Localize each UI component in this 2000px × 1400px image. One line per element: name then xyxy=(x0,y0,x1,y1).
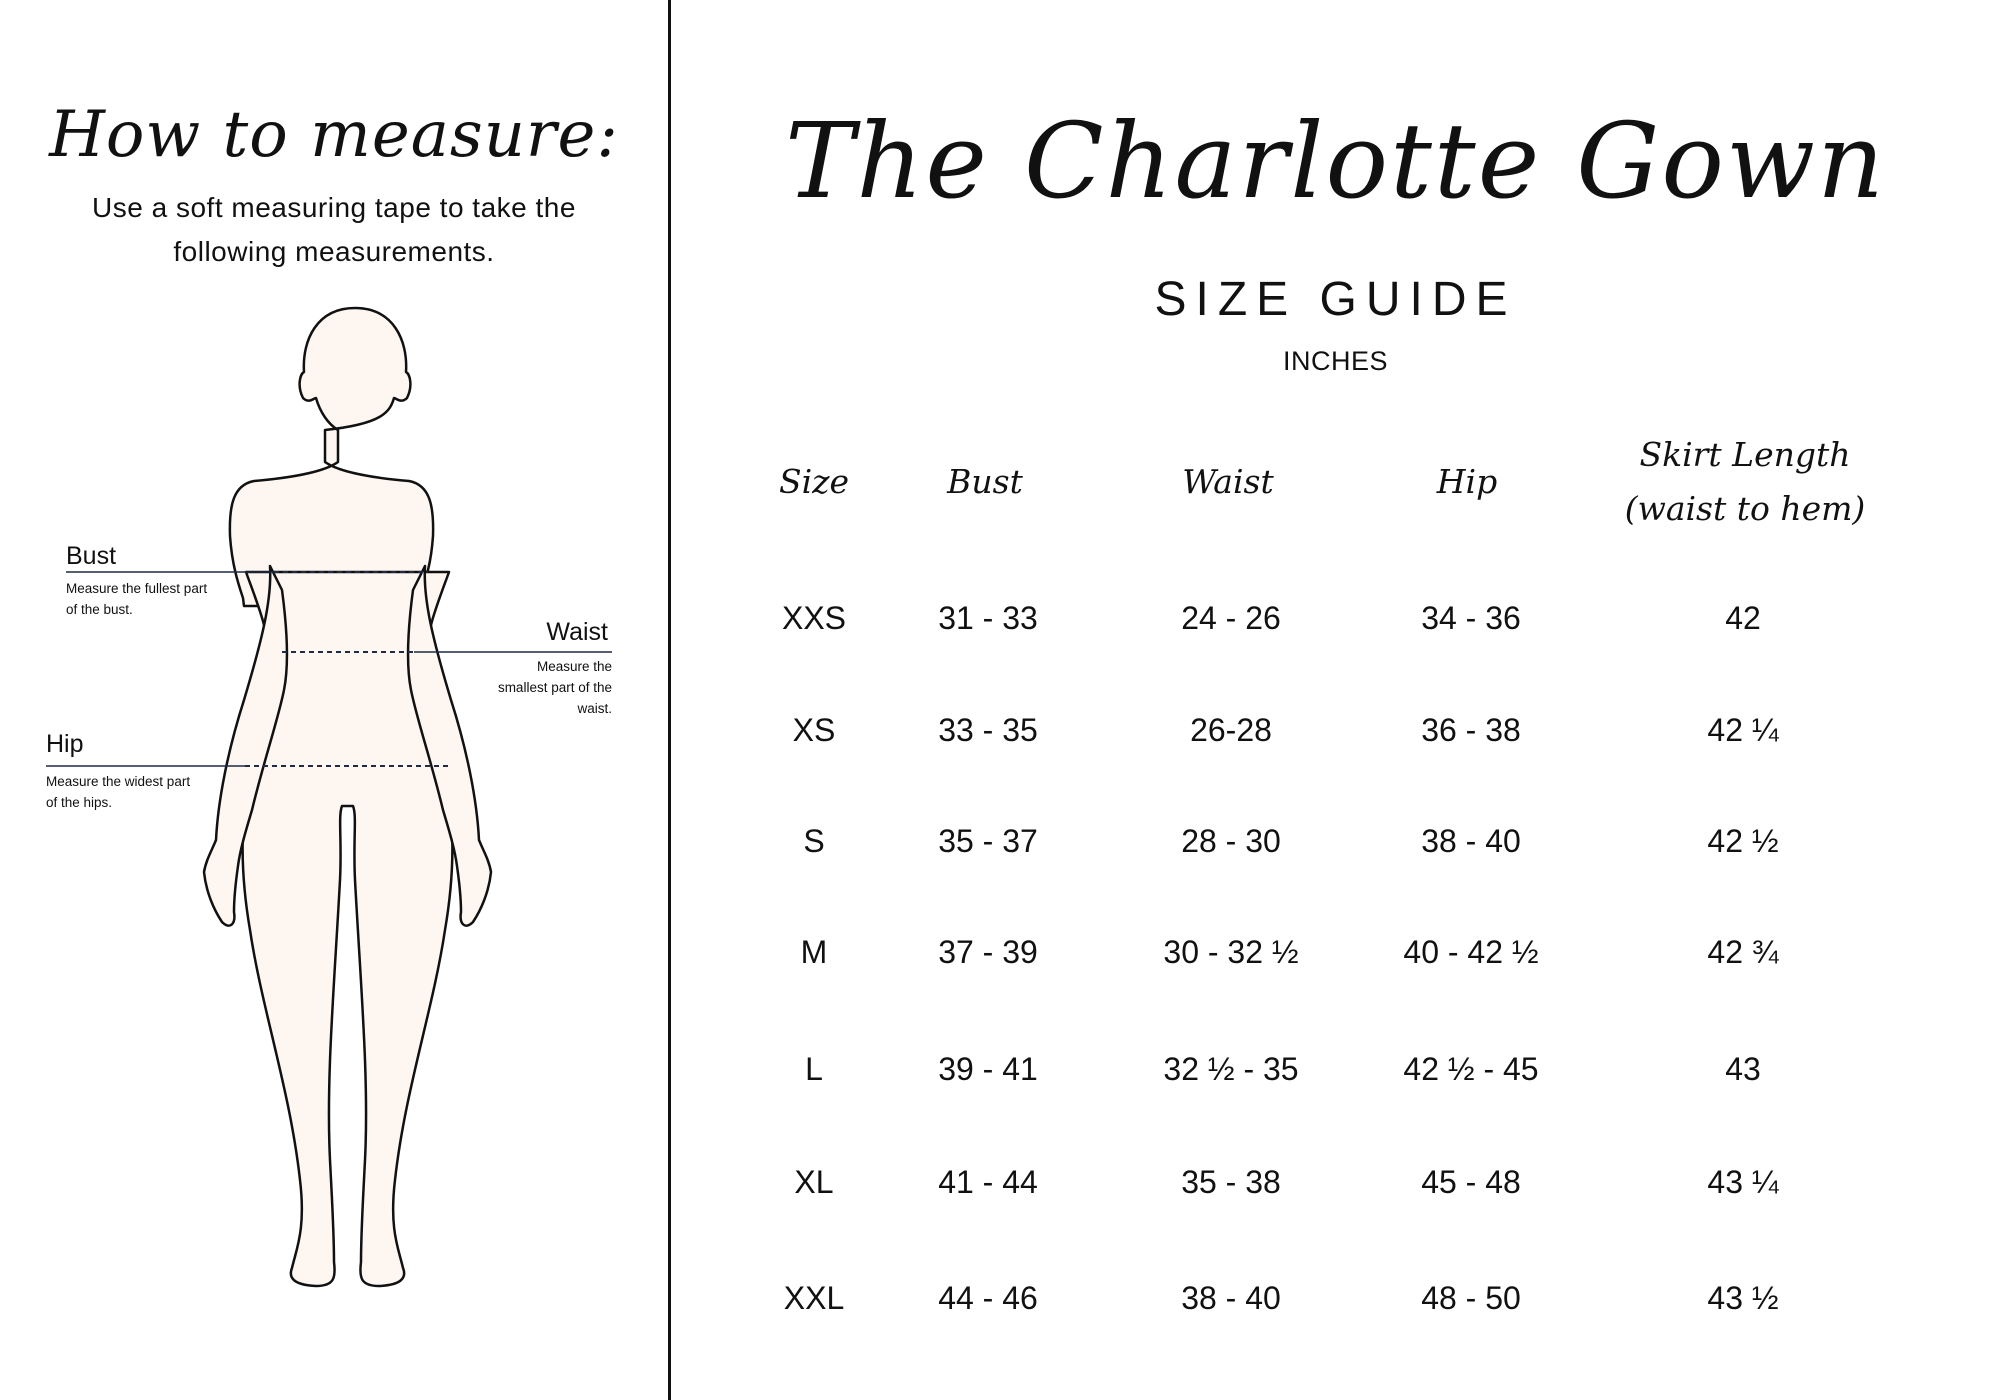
hip-cell: 34 - 36 xyxy=(1421,600,1521,636)
hip-label: Hip xyxy=(46,730,84,758)
hip-cell: 40 - 42 ½ xyxy=(1403,934,1539,970)
bust-cell: 39 - 41 xyxy=(938,1051,1038,1087)
size-guide-heading: SIZE GUIDE xyxy=(1154,273,1517,326)
bust-cell: 41 - 44 xyxy=(938,1164,1038,1200)
hip-cell: 38 - 40 xyxy=(1421,823,1521,859)
size-cell: M xyxy=(800,934,828,970)
bust-cell: 37 - 39 xyxy=(938,934,1038,970)
size-cell: XL xyxy=(794,1164,834,1200)
skirt-length-cell: 43 ½ xyxy=(1707,1280,1779,1316)
skirt-length-header-line1: Skirt Length xyxy=(1639,435,1851,474)
waist-cell: 28 - 30 xyxy=(1181,823,1281,859)
bust-instruction: Measure the fullest part of the bust. xyxy=(66,581,208,617)
hip-cell: 45 - 48 xyxy=(1421,1164,1521,1200)
column-header-bust: Bust xyxy=(947,462,1023,501)
body-silhouette xyxy=(204,308,491,1286)
size-cell: XS xyxy=(792,712,836,748)
size-chart-table xyxy=(671,0,2000,1400)
waist-instruction: Measure the smallest part of the waist. xyxy=(497,659,612,716)
bust-cell: 31 - 33 xyxy=(938,600,1038,636)
skirt-length-cell: 43 xyxy=(1725,1051,1761,1087)
skirt-length-cell: 42 ¼ xyxy=(1707,712,1779,748)
waist-cell: 30 - 32 ½ xyxy=(1163,934,1299,970)
skirt-length-cell: 42 ½ xyxy=(1707,823,1779,859)
how-to-measure-instructions: Use a soft measuring tape to take the following measurements. xyxy=(92,192,576,267)
size-cell: XXL xyxy=(783,1280,845,1316)
bust-cell: 33 - 35 xyxy=(938,712,1038,748)
skirt-length-cell: 43 ¼ xyxy=(1707,1164,1779,1200)
waist-cell: 32 ½ - 35 xyxy=(1163,1051,1299,1087)
hip-cell: 48 - 50 xyxy=(1421,1280,1521,1316)
hip-cell: 36 - 38 xyxy=(1421,712,1521,748)
size-cell: XXS xyxy=(781,600,847,636)
units-label: INCHES xyxy=(1282,346,1388,376)
waist-cell: 26-28 xyxy=(1190,712,1272,748)
hip-cell: 42 ½ - 45 xyxy=(1403,1051,1539,1087)
size-cell: L xyxy=(805,1051,823,1087)
product-title: The Charlotte Gown xyxy=(785,100,1886,222)
waist-cell: 38 - 40 xyxy=(1181,1280,1281,1316)
hip-instruction: Measure the widest part of the hips. xyxy=(46,774,191,810)
how-to-measure-panel xyxy=(0,0,668,1400)
waist-label: Waist xyxy=(546,618,608,646)
bust-cell: 35 - 37 xyxy=(938,823,1038,859)
column-header-waist: Waist xyxy=(1182,462,1274,501)
skirt-length-cell: 42 ¾ xyxy=(1707,934,1779,970)
bust-label: Bust xyxy=(66,542,117,570)
how-to-measure-title: How to measure: xyxy=(49,98,619,172)
size-cell: S xyxy=(803,823,825,859)
column-header-skirt-length xyxy=(1625,428,1866,536)
waist-cell: 24 - 26 xyxy=(1181,600,1281,636)
waist-cell: 35 - 38 xyxy=(1181,1164,1281,1200)
size-guide-panel xyxy=(671,0,2000,1400)
bust-cell: 44 - 46 xyxy=(938,1280,1038,1316)
skirt-length-header-line2: (waist to hem) xyxy=(1624,489,1866,528)
skirt-length-cell: 42 xyxy=(1725,600,1761,636)
column-header-hip: Hip xyxy=(1436,462,1498,501)
column-header-size: Size xyxy=(778,462,850,501)
